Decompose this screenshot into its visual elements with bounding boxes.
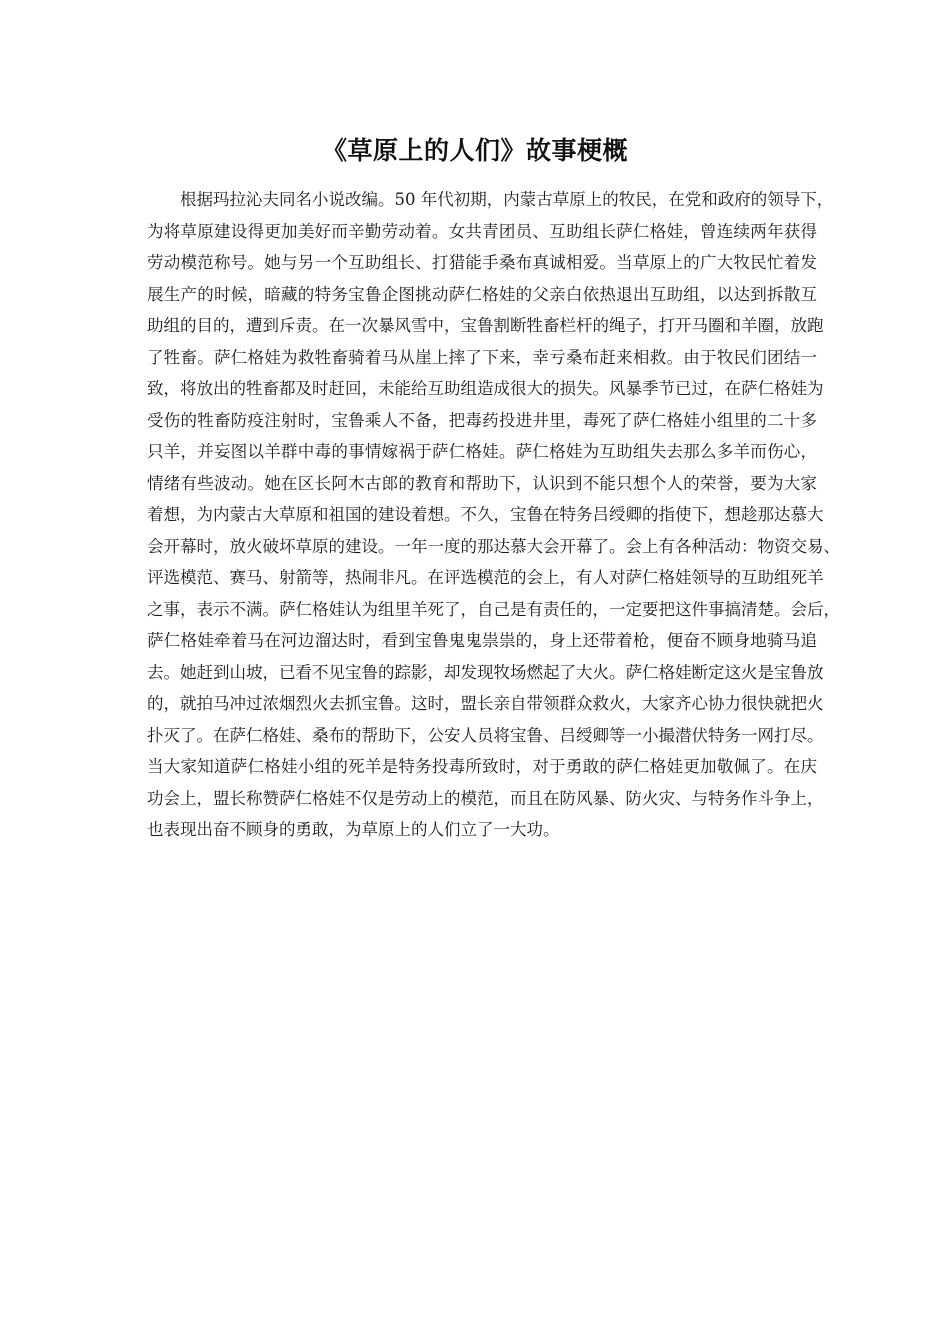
paragraph-line: 劳动模范称号。她与另一个互助组长、打猎能手桑布真诚相爱。当草原上的广大牧民忙着发	[147, 253, 817, 272]
paragraph-line: 受伤的牲畜防疫注射时，宝鲁乘人不备，把毒药投进井里，毒死了萨仁格娃小组里的二十多	[147, 410, 817, 430]
paragraph-line: 的，就拍马冲过浓烟烈火去抓宝鲁。这时，盟长亲自带领群众救火，大家齐心协力很快就把火	[147, 694, 824, 713]
paragraph-line: 致，将放出的牲畜都及时赶回，未能给互助组造成很大的损失。风暴季节已过，在萨仁格娃为	[147, 379, 824, 398]
paragraph-line: 根据玛拉沁夫同名小说改编。50 年代初期，内蒙古草原上的牧民，在党和政府的领导下，	[180, 190, 834, 209]
paragraph-line: 会开幕时，放火破坏草原的建设。一年一度的那达慕大会开幕了。会上有各种活动：物资交易、	[147, 536, 840, 556]
paragraph-line: 去。她赶到山坡，已看不见宝鲁的踪影，却发现牧场燃起了大火。萨仁格娃断定这火是宝鲁放	[147, 662, 824, 682]
paragraph-line: 展生产的时候，暗藏的特务宝鲁企图挑动萨仁格娃的父亲白依热退出互助组，以达到拆散互	[147, 284, 817, 304]
paragraph-line: 助组的目的，遭到斥责。在一次暴风雪中，宝鲁割断牲畜栏杆的绳子，打开马圈和羊圈，放跑	[147, 316, 824, 335]
paragraph-line: 扑灭了。在萨仁格娃、桑布的帮助下，公安人员将宝鲁、吕绶卿等一小撮潜伏特务一网打尽。	[147, 725, 824, 745]
paragraph-line: 也表现出奋不顾身的勇敢，为草原上的人们立了一大功。	[147, 820, 560, 839]
paragraph-line: 只羊，并妄图以羊群中毒的事情嫁祸于萨仁格娃。萨仁格娃为互助组失去那么多羊而伤心，	[147, 442, 817, 461]
paragraph-line: 为将草原建设得更加美好而辛勤劳动着。女共青团员、互助组长萨仁格娃，曾连续两年获得	[147, 221, 817, 241]
paragraph-line: 着想，为内蒙古大草原和祖国的建设着想。不久，宝鲁在特务吕绶卿的指使下，想趁那达慕大	[147, 505, 824, 524]
synopsis-paragraph	[147, 184, 840, 846]
paragraph-line: 当大家知道萨仁格娃小组的死羊是特务投毒所致时，对于勇敢的萨仁格娃更加敬佩了。在庆	[147, 757, 817, 776]
paragraph-line: 功会上，盟长称赞萨仁格娃不仅是劳动上的模范，而且在防风暴、防火灾、与特务作斗争上，	[147, 788, 824, 808]
paragraph-line: 萨仁格娃牵着马在河边溜达时，看到宝鲁鬼鬼祟祟的，身上还带着枪，便奋不顾身地骑马追	[147, 631, 817, 650]
paragraph-line: 了牲畜。萨仁格娃为救牲畜骑着马从崖上摔了下来，幸亏桑布赶来相救。由于牧民们团结一	[147, 347, 817, 367]
paragraph-line: 之事，表示不满。萨仁格娃认为组里羊死了，自己是有责任的，一定要把这件事搞清楚。会后，	[147, 599, 840, 619]
paragraph-line: 情绪有些波动。她在区长阿木古郎的教育和帮助下，认识到不能只想个人的荣誉，要为大家	[147, 473, 817, 493]
document-title: 《草原上的人们》故事梗概	[321, 136, 628, 165]
paragraph-line: 评选模范、赛马、射箭等，热闹非凡。在评选模范的会上，有人对萨仁格娃领导的互助组死羊	[147, 568, 824, 587]
